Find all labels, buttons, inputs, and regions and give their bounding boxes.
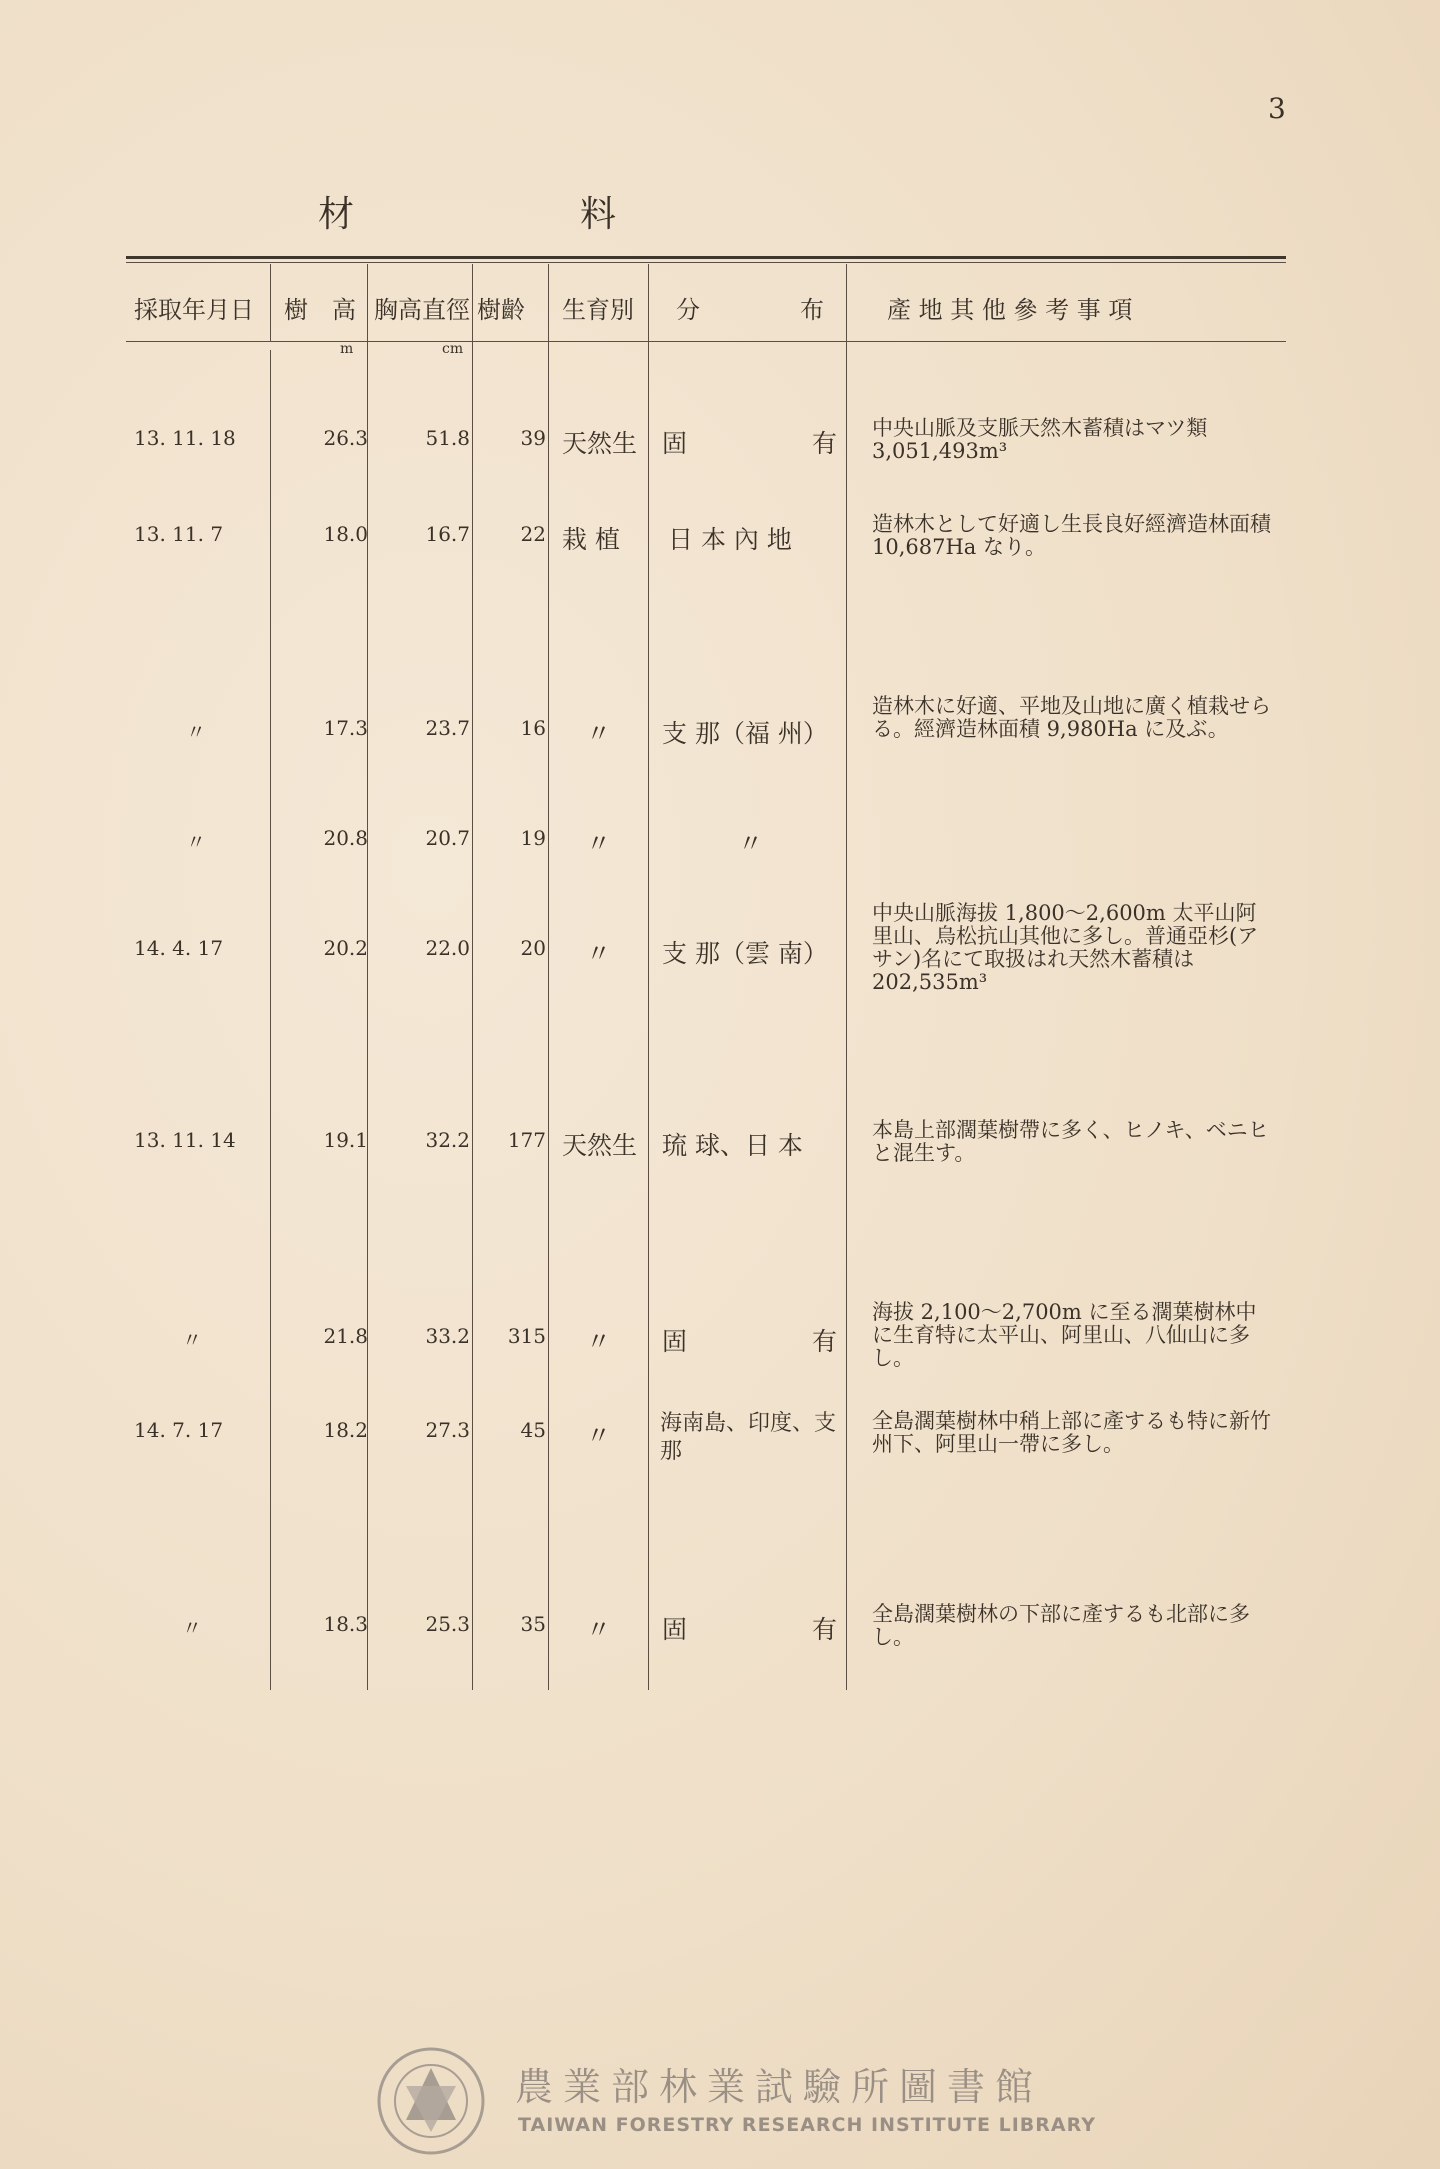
row-6-date: 〃 [182, 1328, 202, 1352]
row-5-age: 177 [507, 1128, 546, 1152]
row-8-height: 18.3 [323, 1612, 368, 1636]
row-5-growth: 天然生 [562, 1131, 638, 1160]
title-right: 料 [580, 194, 619, 235]
row-8-growth: 〃 [586, 1615, 612, 1644]
unit-height: m [340, 341, 354, 357]
row-2-diameter: 23.7 [425, 716, 470, 740]
row-8-distribution: 固 有 [662, 1615, 838, 1644]
row-5-date: 13. 11. 14 [134, 1128, 236, 1152]
header-height: 樹 高 [284, 296, 356, 324]
row-6-height: 21.8 [323, 1324, 368, 1348]
row-0-note: 中央山脈及支脈天然木蓄積はマツ類 3,051,493m³ [872, 416, 1208, 463]
row-5-note: 本島上部濶葉樹帶に多く、ヒノキ、ベニヒと混生す。 [872, 1118, 1269, 1165]
row-0-growth: 天然生 [562, 429, 638, 458]
divider-growth [648, 264, 649, 1690]
row-2-age: 16 [520, 716, 546, 740]
row-2-height: 17.3 [323, 716, 368, 740]
row-7-age: 45 [520, 1418, 546, 1442]
row-4-growth: 〃 [586, 939, 612, 968]
row-4-age: 20 [520, 936, 546, 960]
row-4-note: 中央山脈海拔 1,800〜2,600m 太平山阿里山、烏松抗山其他に多し。普通亞杉(アサン)名にて取扱はれ天然木蓄積は 202,535m³ [872, 901, 1259, 994]
header-distribution-b: 布 [800, 296, 824, 324]
header-notes: 產 地 其 他 參 考 事 項 [887, 296, 1133, 324]
unit-diameter: cm [442, 341, 464, 357]
row-3-date: 〃 [186, 830, 206, 854]
row-7-distribution: 海南島、印度、支那 [660, 1411, 837, 1464]
header-age: 樹齡 [477, 296, 525, 324]
row-4-distribution: 支 那（雲 南） [662, 939, 828, 968]
row-0-age: 39 [520, 426, 546, 450]
row-8-note: 全島濶葉樹林の下部に產するも北部に多し。 [872, 1602, 1250, 1649]
row-0-date: 13. 11. 18 [134, 426, 236, 450]
section-title [318, 186, 619, 237]
row-6-distribution: 固 有 [662, 1327, 838, 1356]
header-distribution-a: 分 [676, 296, 700, 324]
row-2-growth: 〃 [586, 719, 612, 748]
header-bottom-rule [126, 341, 1286, 342]
row-1-age: 22 [520, 522, 546, 546]
row-4-date: 14. 4. 17 [134, 936, 224, 960]
library-name-chinese: 農業部林業試驗所圖書館 [515, 2065, 1044, 2109]
row-7-height: 18.2 [323, 1418, 368, 1442]
row-7-diameter: 27.3 [425, 1418, 470, 1442]
divider-distribution [846, 264, 847, 1690]
library-name-english: TAIWAN FORESTRY RESEARCH INSTITUTE LIBRARY [518, 2114, 1096, 2136]
row-8-date: 〃 [182, 1616, 202, 1640]
row-3-height: 20.8 [323, 826, 368, 850]
row-7-note: 全島濶葉樹林中稍上部に產するも特に新竹州下、阿里山一帶に多し。 [872, 1409, 1271, 1456]
table-top-rule [126, 256, 1286, 259]
header-date: 採取年月日 [134, 296, 254, 324]
row-6-note: 海拔 2,100〜2,700m に至る濶葉樹林中に生育特に太平山、阿里山、八仙山に多し。 [872, 1300, 1257, 1370]
divider-height [367, 264, 368, 1690]
row-5-height: 19.1 [323, 1128, 368, 1152]
row-4-diameter: 22.0 [425, 936, 470, 960]
row-0-height: 26.3 [323, 426, 368, 450]
divider-date-body [270, 350, 271, 1690]
row-3-age: 19 [520, 826, 546, 850]
row-7-growth: 〃 [586, 1421, 612, 1450]
library-seal-icon [376, 2046, 486, 2156]
header-growth: 生育別 [562, 296, 634, 324]
row-6-growth: 〃 [586, 1327, 612, 1356]
row-7-date: 14. 7. 17 [134, 1418, 224, 1442]
table-top-rule-thin [126, 262, 1286, 263]
row-8-diameter: 25.3 [425, 1612, 470, 1636]
divider-date [270, 264, 271, 342]
row-3-diameter: 20.7 [425, 826, 470, 850]
page-number: 3 [1268, 92, 1286, 125]
row-1-note: 造林木として好適し生長良好經濟造林面積 10,687Ha なり。 [872, 512, 1271, 559]
row-1-growth: 栽 植 [562, 525, 620, 554]
row-8-age: 35 [520, 1612, 546, 1636]
row-1-diameter: 16.7 [425, 522, 470, 546]
row-2-note: 造林木に好適、平地及山地に廣く植栽せらる。經濟造林面積 9,980Ha に及ぶ。 [872, 694, 1271, 741]
divider-diameter [472, 264, 473, 1690]
row-1-height: 18.0 [323, 522, 368, 546]
row-6-diameter: 33.2 [425, 1324, 470, 1348]
row-6-age: 315 [507, 1324, 546, 1348]
row-1-distribution: 日 本 內 地 [668, 525, 792, 554]
row-2-date: 〃 [186, 720, 206, 744]
row-1-date: 13. 11. 7 [134, 522, 224, 546]
header-diameter: 胸高直徑 [374, 296, 470, 324]
row-0-diameter: 51.8 [425, 426, 470, 450]
divider-age [548, 264, 549, 1690]
title-left: 材 [318, 194, 357, 235]
row-4-height: 20.2 [323, 936, 368, 960]
row-5-distribution: 琉 球、日 本 [662, 1131, 803, 1160]
row-3-growth: 〃 [586, 829, 612, 858]
row-3-distribution: 〃 [738, 829, 764, 858]
row-0-distribution: 固 有 [662, 429, 838, 458]
row-2-distribution: 支 那（福 州） [662, 719, 828, 748]
row-5-diameter: 32.2 [425, 1128, 470, 1152]
